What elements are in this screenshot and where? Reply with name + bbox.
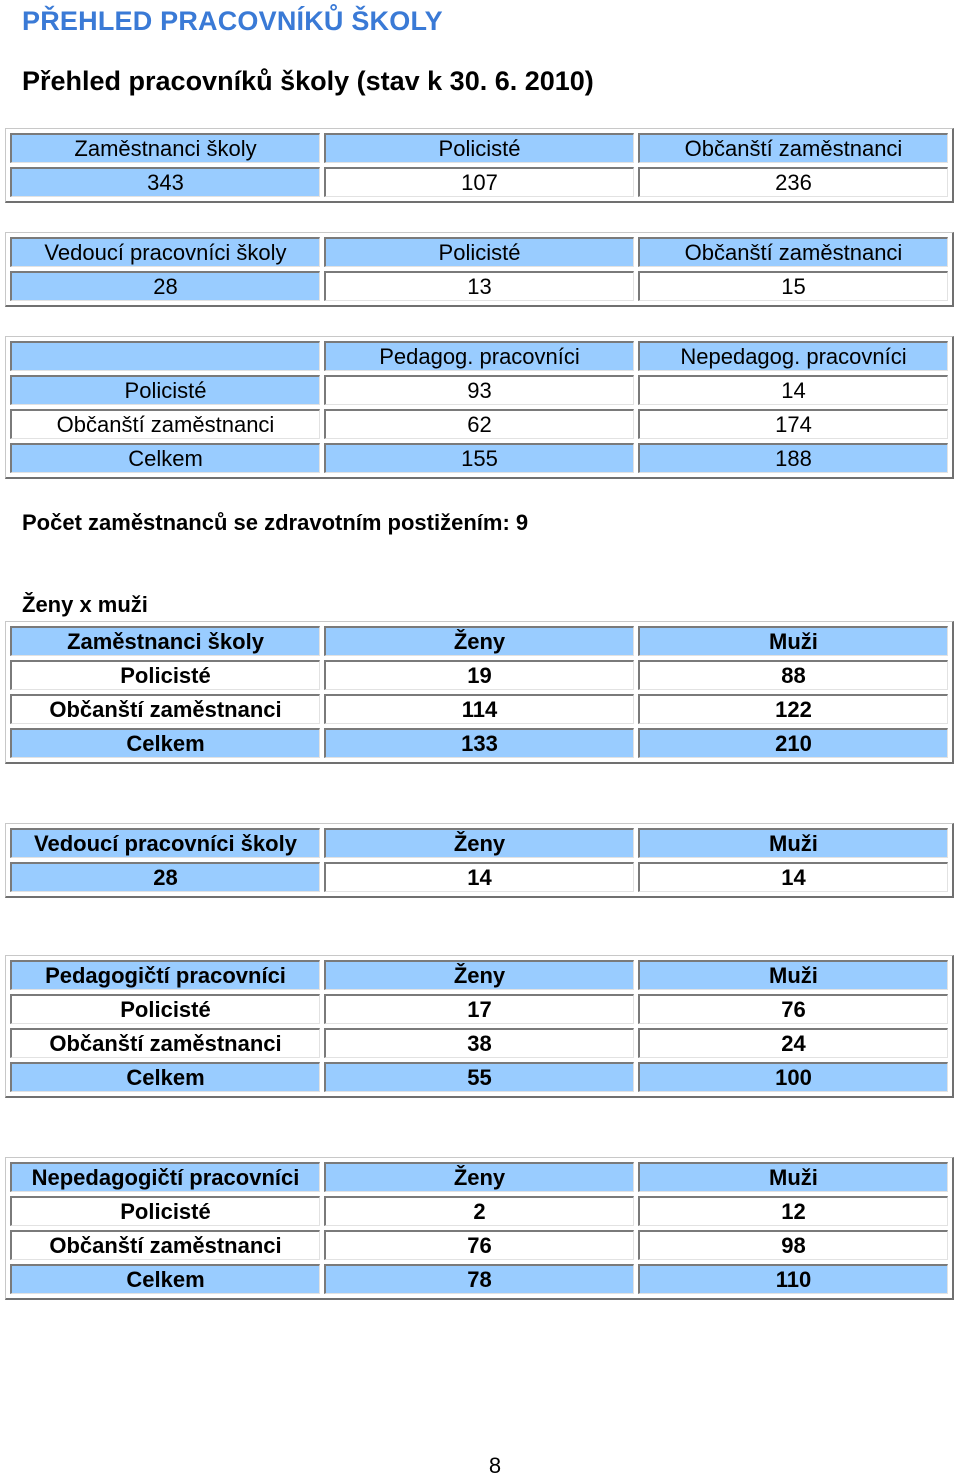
page-title: PŘEHLED PRACOVNÍKŮ ŠKOLY <box>22 6 443 36</box>
gender-pedagogical-table <box>5 955 954 1098</box>
table-row-label: Policisté <box>10 994 320 1024</box>
table-header-cell <box>10 341 320 371</box>
table-header-cell: Pedagog. pracovníci <box>324 341 634 371</box>
table-header-cell: Nepedagogičtí pracovníci <box>10 1162 320 1192</box>
table-cell: 2 <box>324 1196 634 1226</box>
table-cell: 14 <box>638 375 948 405</box>
table-cell: 107 <box>324 167 634 197</box>
table-cell: 114 <box>324 694 634 724</box>
table-row-label: Policisté <box>10 1196 320 1226</box>
table-cell: 236 <box>638 167 948 197</box>
table-cell: 110 <box>638 1264 948 1294</box>
table-header-cell: Muži <box>638 828 948 858</box>
table-row <box>10 694 948 724</box>
table-row <box>10 1196 948 1226</box>
table-cell: 28 <box>10 862 320 892</box>
table-cell: 210 <box>638 728 948 758</box>
pedagogical-table <box>5 336 954 479</box>
disabled-count-value: 9 <box>515 510 529 535</box>
table-cell: 98 <box>638 1230 948 1260</box>
table-header-row <box>10 237 948 267</box>
table-row <box>10 1028 948 1058</box>
table-header-cell: Policisté <box>324 133 634 163</box>
table-cell: 17 <box>324 994 634 1024</box>
table-row <box>10 409 948 439</box>
table-row-label: Celkem <box>10 443 320 473</box>
table-header-cell: Policisté <box>324 237 634 267</box>
table-cell: 28 <box>10 271 320 301</box>
table-cell: 122 <box>638 694 948 724</box>
table-row-label: Celkem <box>10 728 320 758</box>
table-header-cell: Muži <box>638 960 948 990</box>
table-row <box>10 271 948 301</box>
disabled-count-note <box>22 510 528 536</box>
gender-section-label: Ženy x muži <box>22 592 148 617</box>
table-cell: 133 <box>324 728 634 758</box>
table-row-label: Policisté <box>10 375 320 405</box>
table-header-cell: Zaměstnanci školy <box>10 133 320 163</box>
table-row <box>10 1062 948 1092</box>
table-header-cell: Vedoucí pracovníci školy <box>10 828 320 858</box>
table-row <box>10 1264 948 1294</box>
table-row-label: Občanští zaměstnanci <box>10 409 320 439</box>
table-cell: 19 <box>324 660 634 690</box>
table-row <box>10 994 948 1024</box>
table-cell: 38 <box>324 1028 634 1058</box>
table-header-cell: Ženy <box>324 1162 634 1192</box>
table-row <box>10 862 948 892</box>
table-cell: 15 <box>638 271 948 301</box>
table-cell: 14 <box>638 862 948 892</box>
table-header-cell: Občanští zaměstnanci <box>638 237 948 267</box>
table-cell: 188 <box>638 443 948 473</box>
table-cell: 174 <box>638 409 948 439</box>
table-cell: 76 <box>638 994 948 1024</box>
table-cell: 55 <box>324 1062 634 1092</box>
gender-staff-table <box>5 621 954 764</box>
table-header-cell: Muži <box>638 626 948 656</box>
table-header-cell: Občanští zaměstnanci <box>638 133 948 163</box>
table-header-row <box>10 828 948 858</box>
table-cell: 12 <box>638 1196 948 1226</box>
table-cell: 13 <box>324 271 634 301</box>
table-row <box>10 443 948 473</box>
table-header-cell: Pedagogičtí pracovníci <box>10 960 320 990</box>
table-row <box>10 167 948 197</box>
gender-nonpedagogical-table <box>5 1157 954 1300</box>
table-header-cell: Muži <box>638 1162 948 1192</box>
table-row-label: Policisté <box>10 660 320 690</box>
page-subtitle: Přehled pracovníků školy (stav k 30. 6. 2010) <box>22 66 594 96</box>
table-row-label: Občanští zaměstnanci <box>10 694 320 724</box>
table-row <box>10 660 948 690</box>
disabled-count-label: Počet zaměstnanců se zdravotním postižením: <box>22 510 510 535</box>
table-cell: 76 <box>324 1230 634 1260</box>
page-number: 8 <box>488 1453 502 1478</box>
table-row-label: Občanští zaměstnanci <box>10 1028 320 1058</box>
table-header-row <box>10 960 948 990</box>
table-header-cell: Nepedagog. pracovníci <box>638 341 948 371</box>
table-row-label: Celkem <box>10 1264 320 1294</box>
staff-table <box>5 128 954 203</box>
table-header-row <box>10 341 948 371</box>
table-header-row <box>10 133 948 163</box>
table-row <box>10 375 948 405</box>
table-header-row <box>10 626 948 656</box>
table-row-label: Celkem <box>10 1062 320 1092</box>
table-row <box>10 728 948 758</box>
table-cell: 62 <box>324 409 634 439</box>
table-cell: 155 <box>324 443 634 473</box>
table-header-cell: Vedoucí pracovníci školy <box>10 237 320 267</box>
table-row <box>10 1230 948 1260</box>
table-row-label: Občanští zaměstnanci <box>10 1230 320 1260</box>
table-header-cell: Ženy <box>324 626 634 656</box>
management-table <box>5 232 954 307</box>
table-header-row <box>10 1162 948 1192</box>
table-cell: 78 <box>324 1264 634 1294</box>
table-cell: 88 <box>638 660 948 690</box>
gender-management-table <box>5 823 954 898</box>
table-header-cell: Zaměstnanci školy <box>10 626 320 656</box>
table-cell: 343 <box>10 167 320 197</box>
table-cell: 93 <box>324 375 634 405</box>
table-header-cell: Ženy <box>324 828 634 858</box>
table-cell: 100 <box>638 1062 948 1092</box>
table-header-cell: Ženy <box>324 960 634 990</box>
table-cell: 14 <box>324 862 634 892</box>
table-cell: 24 <box>638 1028 948 1058</box>
